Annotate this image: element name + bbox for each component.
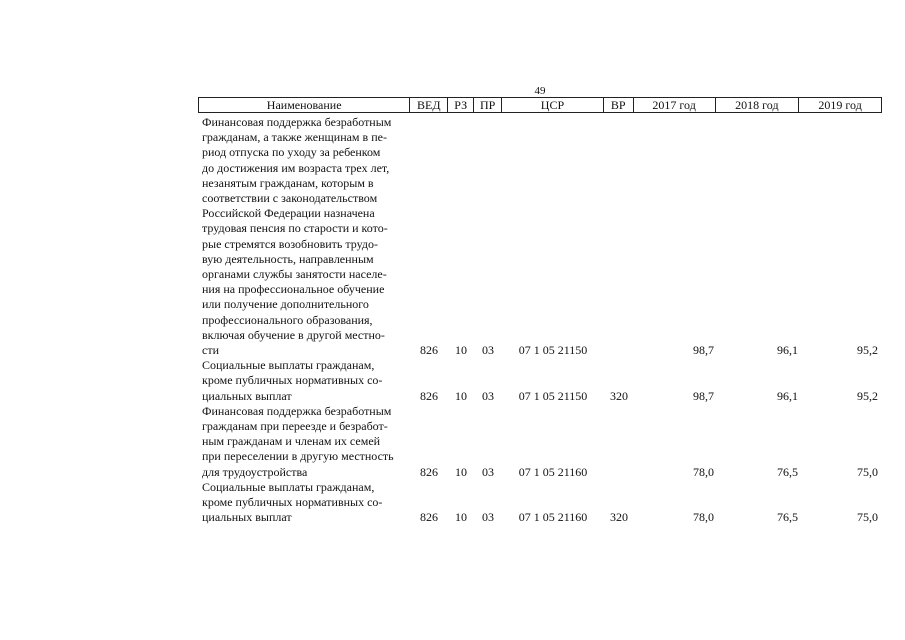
row-pr: 03 [482, 510, 494, 525]
page-number: 49 [534, 85, 546, 97]
column-header-2017: 2017 год [634, 98, 716, 112]
row-name: Финансовая поддержка безработным гражданам при переезде и безработ- ным гражданам и членам их семей при переселении в другую местность для трудоустройства [202, 403, 394, 479]
row-ved: 826 [420, 388, 438, 403]
row-csr: 07 1 05 21160 [518, 510, 588, 525]
table-header [198, 97, 882, 113]
row-rz: 10 [455, 343, 467, 358]
row-vr: 320 [610, 510, 628, 525]
row-rz: 10 [455, 388, 467, 403]
row-name: Финансовая поддержка безработным гражданам, а также женщинам в пе- риод отпуска по уходу за ребенком до достижения им возраста трех лет, незанятым гражданам, которым в соответствии с законодательством Российской Федерации назначена трудовая пенсия по старости и кото- рые стремятся возобновить трудо- вую деятельность, направленным органами службы занятости населе- ния на профессиональное обучение или получение дополнительного профессионального образования, включая обучение в другой местно- сти [202, 115, 392, 358]
row-rz: 10 [455, 464, 467, 479]
column-header-ved: ВЕД [410, 98, 448, 112]
row-value-2018: 96,1 [777, 388, 798, 403]
table-row [198, 358, 882, 404]
row-value-2018: 76,5 [777, 464, 798, 479]
row-value-2019: 95,2 [857, 388, 878, 403]
row-value-2017: 78,0 [693, 464, 714, 479]
column-header-2018: 2018 год [716, 98, 800, 112]
row-rz: 10 [455, 510, 467, 525]
row-value-2018: 96,1 [777, 343, 798, 358]
row-name: Социальные выплаты гражданам, кроме публичных нормативных со- циальных выплат [202, 479, 383, 525]
row-ved: 826 [420, 464, 438, 479]
column-header-pr: ПР [474, 98, 502, 112]
row-ved: 826 [420, 510, 438, 525]
column-header-csr: ЦСР [502, 98, 604, 112]
row-value-2018: 76,5 [777, 510, 798, 525]
row-pr: 03 [482, 343, 494, 358]
table-row [198, 480, 882, 526]
row-csr: 07 1 05 21150 [518, 343, 588, 358]
table-body [198, 115, 882, 525]
row-value-2017: 98,7 [693, 388, 714, 403]
row-value-2017: 98,7 [693, 343, 714, 358]
row-value-2019: 75,0 [857, 510, 878, 525]
row-csr: 07 1 05 21150 [518, 388, 588, 403]
column-header-vr: ВР [604, 98, 634, 112]
row-vr: 320 [610, 388, 628, 403]
column-header-name: Наименование [199, 98, 410, 112]
row-value-2019: 75,0 [857, 464, 878, 479]
row-value-2019: 95,2 [857, 343, 878, 358]
column-header-2019: 2019 год [818, 98, 862, 112]
row-csr: 07 1 05 21160 [518, 464, 588, 479]
row-pr: 03 [482, 464, 494, 479]
row-ved: 826 [420, 343, 438, 358]
row-pr: 03 [482, 388, 494, 403]
row-name: Социальные выплаты гражданам, кроме публичных нормативных со- циальных выплат [202, 358, 383, 403]
table-row [198, 404, 882, 480]
row-value-2017: 78,0 [693, 510, 714, 525]
table-row [198, 115, 882, 358]
column-header-rz: РЗ [448, 98, 474, 112]
